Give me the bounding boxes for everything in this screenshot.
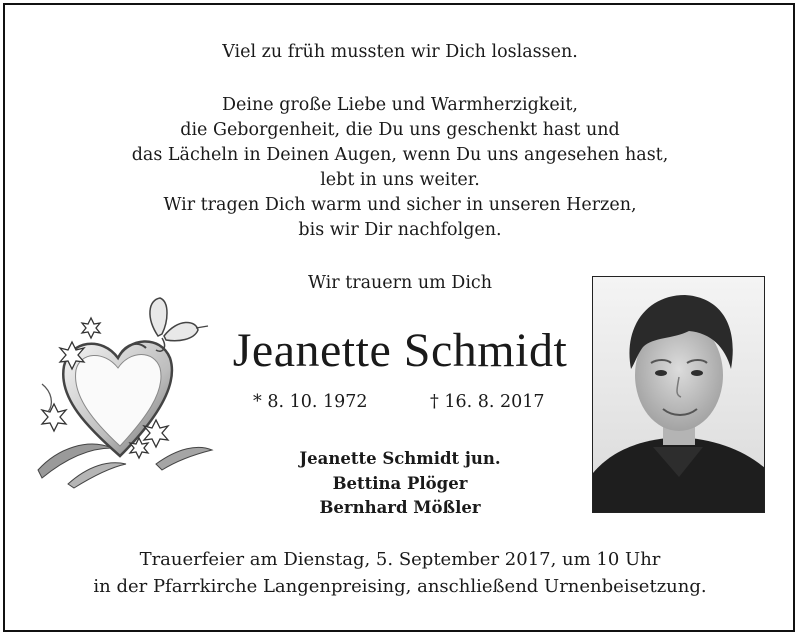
mourner-name: Bernhard Mößler	[319, 498, 481, 517]
intro-line: Viel zu früh mussten wir Dich loslassen.	[222, 42, 578, 62]
mourner-name: Bettina Plöger	[332, 474, 468, 493]
funeral-line: in der Pfarrkirche Langenpreising, anschließend Urnenbeisetzung.	[93, 576, 707, 597]
verse-line: Wir tragen Dich warm und sicher in unseren Herzen,	[163, 195, 637, 215]
verse-line: bis wir Dir nachfolgen.	[298, 220, 502, 240]
mourner-name: Jeanette Schmidt jun.	[299, 449, 501, 468]
heart-butterfly-flowers-icon	[28, 288, 218, 493]
mourning-line: Wir trauern um Dich	[308, 273, 492, 293]
verse-line: die Geborgenheit, die Du uns geschenkt hast und	[180, 120, 620, 140]
funeral-line: Trauerfeier am Dienstag, 5. September 2017, um 10 Uhr	[139, 549, 661, 570]
verse-line: das Lächeln in Deinen Augen, wenn Du uns angesehen hast,	[131, 145, 669, 165]
birth-date: * 8. 10. 1972	[253, 392, 368, 412]
portrait-image	[593, 277, 765, 513]
verse-line: Deine große Liebe und Warmherzigkeit,	[222, 95, 578, 115]
portrait-photo	[592, 276, 765, 513]
verse-line: lebt in uns weiter.	[320, 170, 480, 190]
deceased-name: Jeanette Schmidt	[232, 324, 568, 377]
death-date: † 16. 8. 2017	[430, 392, 545, 412]
